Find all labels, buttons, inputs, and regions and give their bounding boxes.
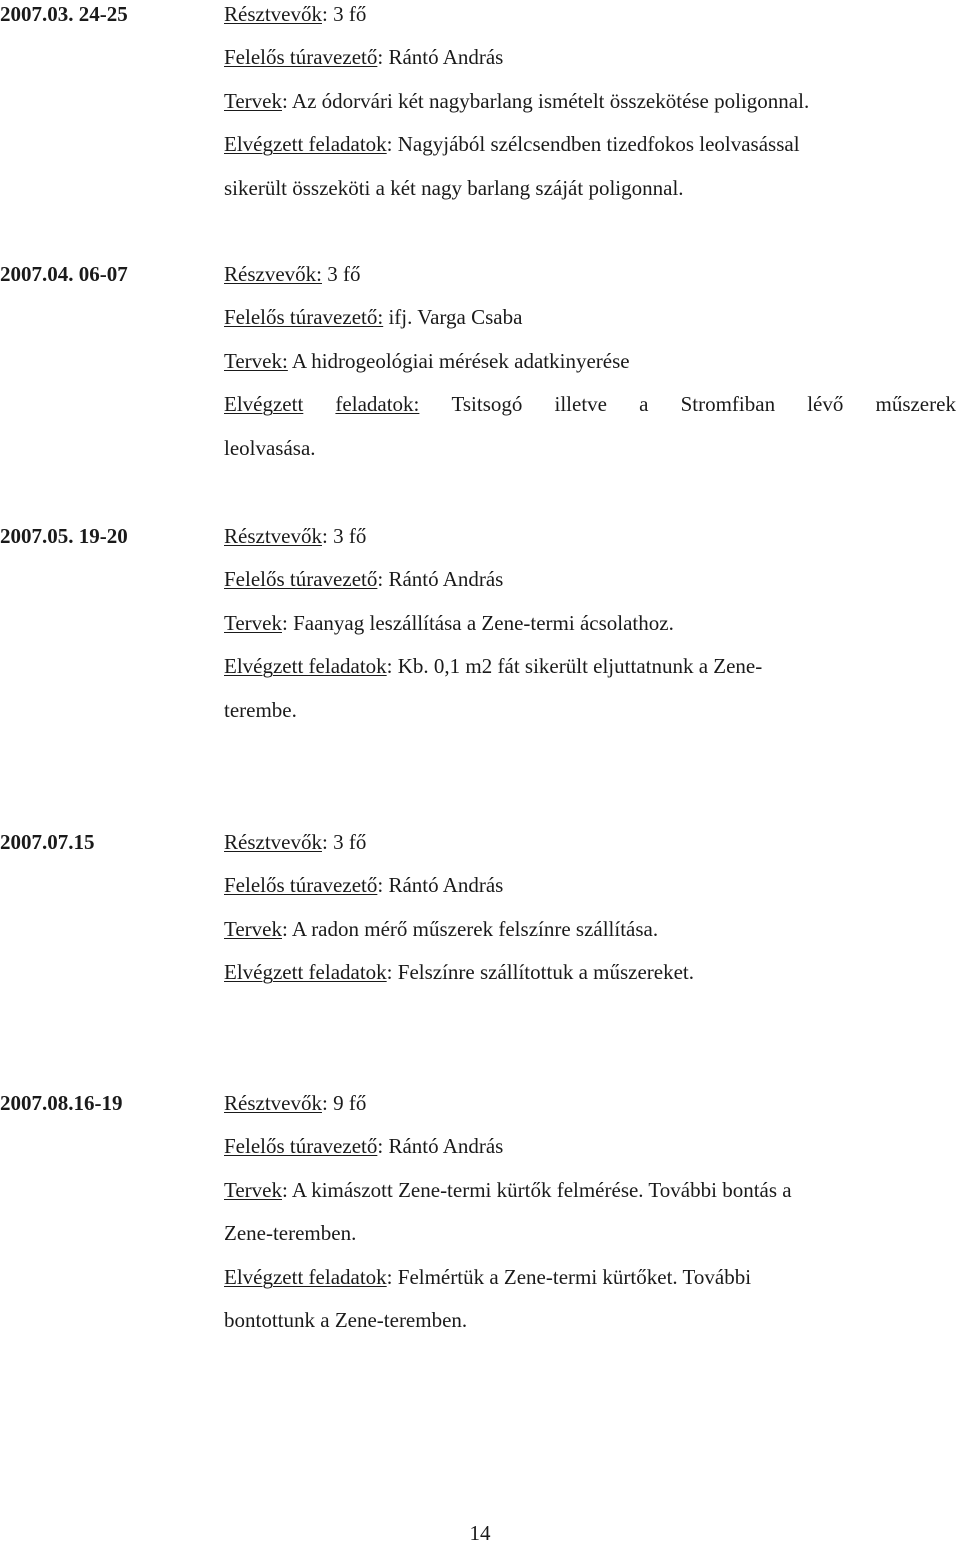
plans-line — [224, 89, 809, 113]
done-line — [224, 960, 694, 984]
done-word: illetve — [554, 392, 607, 416]
colon: : — [386, 654, 393, 678]
done-value: Felszínre szállítottuk a műszereket. — [392, 960, 695, 984]
done-line — [224, 132, 800, 156]
colon: : — [377, 1134, 384, 1158]
plans-continuation: Zene-teremben. — [224, 1221, 357, 1245]
participants-value: 3 fő — [327, 524, 367, 548]
leader-line — [224, 45, 503, 69]
colon: : — [282, 1178, 288, 1202]
colon: : — [377, 567, 384, 591]
entry-date: 2007.03. 24-25 — [0, 2, 128, 26]
entry-date: 2007.07.15 — [0, 830, 95, 854]
plans-value: Az ódorvári két nagybarlang ismételt összekötése poligonnal. — [287, 89, 810, 113]
done-continuation: terembe. — [224, 698, 297, 722]
colon: : — [282, 611, 288, 635]
colon: : — [377, 873, 384, 897]
done-label: Elvégzett feladatok — [224, 1265, 387, 1289]
colon: : — [321, 830, 328, 854]
leader-value: Rántó András — [383, 1134, 504, 1158]
participants-line — [224, 262, 360, 286]
done-value: Nagyjából szélcsendben tizedfokos leolvasással — [392, 132, 800, 156]
participants-line — [224, 2, 366, 26]
done-label-word: feladatok: — [335, 392, 420, 416]
leader-line — [224, 873, 503, 897]
entry-date: 2007.08.16-19 — [0, 1091, 123, 1115]
colon: : — [321, 524, 328, 548]
entry-date: 2007.05. 19-20 — [0, 524, 128, 548]
participants-line — [224, 830, 366, 854]
colon: : — [282, 89, 288, 113]
participants-line — [224, 1091, 366, 1115]
leader-line — [224, 305, 522, 329]
leader-value: Rántó András — [383, 873, 504, 897]
leader-label: Felelős túravezető: — [224, 305, 384, 329]
participants-label: Részvevők: — [224, 262, 322, 286]
done-line — [224, 392, 956, 416]
colon: : — [386, 960, 393, 984]
leader-value: Rántó András — [383, 567, 504, 591]
participants-value: 9 fő — [327, 1091, 367, 1115]
participants-label: Résztvevők — [224, 830, 322, 854]
done-word: a — [639, 392, 649, 416]
done-continuation: sikerült összeköti a két nagy barlang száját poligonnal. — [224, 176, 684, 200]
leader-label: Felelős túravezető — [224, 45, 378, 69]
plans-line — [224, 349, 630, 373]
done-word: lévő — [807, 392, 844, 416]
leader-value: Rántó András — [383, 45, 504, 69]
leader-line — [224, 1134, 503, 1158]
done-word: műszerek — [875, 392, 956, 416]
plans-line — [224, 1178, 792, 1202]
leader-line — [224, 567, 503, 591]
plans-value: Faanyag leszállítása a Zene-termi ácsolathoz. — [287, 611, 674, 635]
done-line — [224, 654, 762, 678]
leader-label: Felelős túravezető — [224, 567, 378, 591]
plans-value: A radon mérő műszerek felszínre szállítása. — [287, 917, 659, 941]
participants-value: 3 fő — [321, 262, 361, 286]
colon: : — [282, 917, 288, 941]
participants-label: Résztvevők — [224, 1091, 322, 1115]
page-number: 14 — [469, 1521, 491, 1545]
done-word: Stromfiban — [680, 392, 776, 416]
done-line — [224, 1265, 751, 1289]
participants-value: 3 fő — [327, 2, 367, 26]
plans-label: Tervek — [224, 917, 282, 941]
colon: : — [386, 132, 393, 156]
done-word: Tsitsogó — [451, 392, 523, 416]
participants-line — [224, 524, 366, 548]
plans-line — [224, 611, 674, 635]
plans-label: Tervek — [224, 89, 282, 113]
colon: : — [377, 45, 384, 69]
leader-value: ifj. Varga Csaba — [383, 305, 523, 329]
colon: : — [321, 2, 328, 26]
plans-line — [224, 917, 658, 941]
plans-value: A kimászott Zene-termi kürtők felmérése. További bontás a — [287, 1178, 792, 1202]
done-label: Elvégzett feladatok — [224, 960, 387, 984]
leader-label: Felelős túravezető — [224, 873, 378, 897]
entry-date: 2007.04. 06-07 — [0, 262, 128, 286]
done-continuation: leolvasása. — [224, 436, 316, 460]
done-continuation: bontottunk a Zene-teremben. — [224, 1308, 468, 1332]
done-value: Felmértük a Zene-termi kürtőket. További — [392, 1265, 752, 1289]
colon: : — [386, 1265, 393, 1289]
colon: : — [321, 1091, 328, 1115]
leader-label: Felelős túravezető — [224, 1134, 378, 1158]
participants-label: Résztvevők — [224, 524, 322, 548]
plans-label: Tervek — [224, 611, 282, 635]
done-value: Kb. 0,1 m2 fát sikerült eljuttatnunk a Zene- — [392, 654, 763, 678]
done-label-word: Elvégzett — [224, 392, 304, 416]
plans-label: Tervek: — [224, 349, 288, 373]
plans-label: Tervek — [224, 1178, 282, 1202]
done-label: Elvégzett feladatok — [224, 654, 387, 678]
done-label: Elvégzett feladatok — [224, 132, 387, 156]
participants-value: 3 fő — [327, 830, 367, 854]
plans-value: A hidrogeológiai mérések adatkinyerése — [287, 349, 630, 373]
participants-label: Résztvevők — [224, 2, 322, 26]
